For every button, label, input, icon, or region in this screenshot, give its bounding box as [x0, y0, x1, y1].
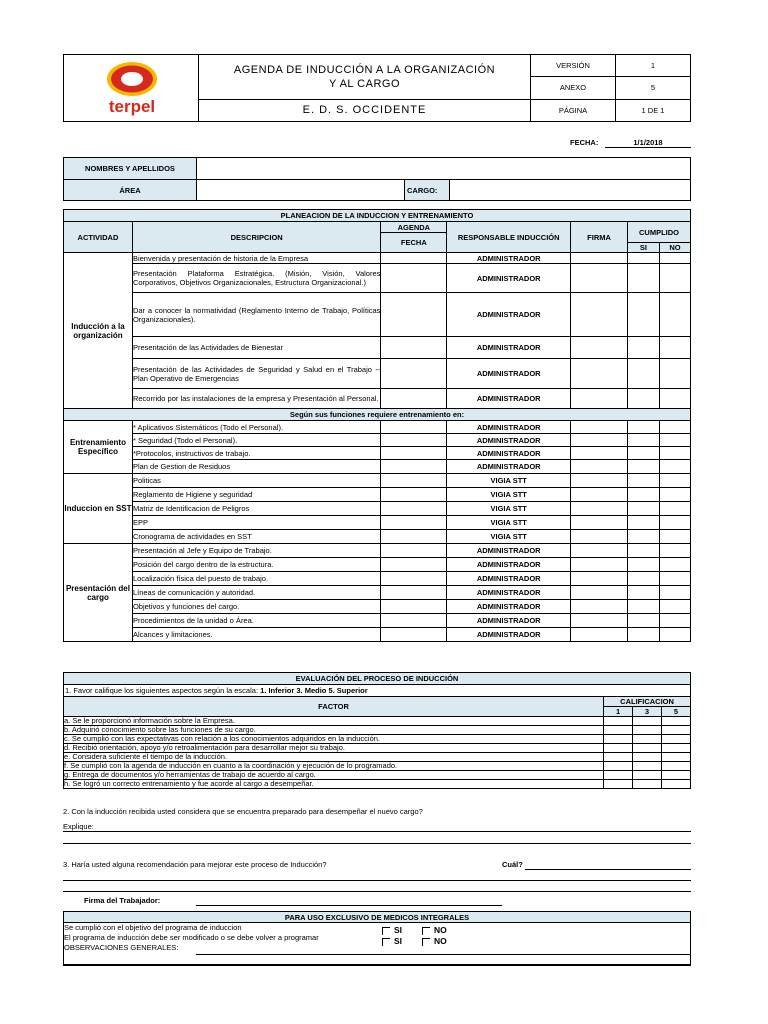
fecha-cell[interactable] [381, 460, 447, 474]
activity-row [64, 434, 691, 447]
no-cell[interactable] [659, 614, 690, 628]
si-cell[interactable] [628, 460, 660, 474]
si-cell[interactable] [628, 421, 660, 434]
factor-text: g. Entrega de documentos y/o herramientas de trabajo de acuerdo al cargo. [64, 771, 604, 780]
cargo-field[interactable] [450, 180, 691, 201]
activity-description: Recorrido por las instalaciones de la empresa y Presentación al Personal. [132, 389, 380, 409]
activity-row [64, 460, 691, 474]
question-2: 2. Con la inducción recibida usted considera que se encuentra preparado para desempeñar el nuevo cargo? [63, 807, 423, 816]
name-label: NOMBRES Y APELLIDOS [64, 158, 197, 180]
firma-cell[interactable] [571, 488, 628, 502]
activity-row [64, 264, 691, 293]
activity-row [64, 600, 691, 614]
col-no: NO [659, 243, 690, 253]
si-cell[interactable] [628, 516, 660, 530]
brand-name: terpel [108, 97, 156, 116]
firma-cell[interactable] [571, 264, 628, 293]
si-cell[interactable] [628, 488, 660, 502]
no-cell[interactable] [659, 586, 690, 600]
answer-line[interactable] [63, 891, 691, 892]
scale-prefix: 1. Favor califique los siguientes aspectos según la escala: [65, 686, 259, 695]
activity-description: Objetivos y funciones del cargo. [132, 600, 380, 614]
factor-text: a. Se le proporcionó información sobre la Empresa. [64, 717, 604, 726]
score-cell[interactable] [633, 726, 662, 735]
fecha-cell[interactable] [381, 516, 447, 530]
col-firma: FIRMA [571, 222, 628, 253]
activity-description: Líneas de comunicación y autoridad. [132, 586, 380, 600]
col-descripcion: DESCRIPCION [132, 222, 380, 253]
firma-cell[interactable] [571, 460, 628, 474]
answer-line[interactable] [63, 880, 691, 881]
firma-cell[interactable] [571, 293, 628, 337]
activity-description: Plan de Gestion de Residuos [132, 460, 380, 474]
responsable-cell: ADMINISTRADOR [447, 558, 571, 572]
col-cumplido: CUMPLIDO [628, 222, 691, 243]
factor-text: f. Se cumplió con la agenda de inducción en cuanto a la coordinación y ejecución de lo programado. [64, 762, 604, 771]
fecha-cell[interactable] [381, 614, 447, 628]
cargo-label: CARGO: [405, 180, 450, 201]
si-cell[interactable] [628, 558, 660, 572]
score-cell[interactable] [604, 744, 633, 753]
responsable-cell: ADMINISTRADOR [447, 628, 571, 642]
medicos-title: PARA USO EXCLUSIVO DE MEDICOS INTEGRALES [64, 912, 691, 923]
responsable-cell: VIGIA STT [447, 516, 571, 530]
medicos-line-1: Se cumplió con el objetivo del programa de induccion [64, 923, 242, 932]
no-cell[interactable] [659, 628, 690, 642]
si-cell[interactable] [628, 253, 660, 264]
section-note: Según sus funciones requiere entrenamiento en: [64, 409, 691, 421]
si-cell[interactable] [628, 614, 660, 628]
fecha-cell[interactable] [381, 530, 447, 544]
si-cell[interactable] [628, 434, 660, 447]
answer-line[interactable] [63, 831, 691, 832]
identification-table [63, 157, 691, 201]
activity-row [64, 586, 691, 600]
responsable-cell: ADMINISTRADOR [447, 572, 571, 586]
score-cell[interactable] [662, 726, 691, 735]
responsable-cell: ADMINISTRADOR [447, 434, 571, 447]
activity-description: * Aplicativos Sistemáticos (Todo el Personal). [132, 421, 380, 434]
activity-row [64, 558, 691, 572]
area-label: ÁREA [64, 180, 197, 201]
score-cell[interactable] [604, 780, 633, 789]
cual-line[interactable] [525, 869, 691, 870]
form-subtitle: E. D. S. OCCIDENTE [199, 99, 531, 121]
si-cell[interactable] [628, 628, 660, 642]
score-cell[interactable] [662, 744, 691, 753]
activity-group: Presentación del cargo [64, 544, 133, 642]
firma-cell[interactable] [571, 544, 628, 558]
fecha-cell[interactable] [381, 488, 447, 502]
score-cell[interactable] [633, 753, 662, 762]
checkbox-icon[interactable] [382, 938, 390, 946]
si-cell[interactable] [628, 447, 660, 460]
firma-cell[interactable] [571, 337, 628, 359]
evaluation-scale [64, 685, 691, 697]
score-cell[interactable] [662, 717, 691, 726]
fecha-underline [605, 147, 691, 148]
no-cell[interactable] [659, 434, 690, 447]
firma-trabajador-line[interactable] [196, 905, 502, 906]
no-cell[interactable] [659, 253, 690, 264]
si-cell[interactable] [628, 544, 660, 558]
si-cell[interactable] [628, 586, 660, 600]
activity-row [64, 389, 691, 409]
score-cell[interactable] [662, 762, 691, 771]
fecha-cell[interactable] [381, 293, 447, 337]
col-si: SI [628, 243, 660, 253]
medicos-table [63, 911, 691, 966]
col-calificacion: CALIFICACION [604, 697, 691, 707]
responsable-cell: ADMINISTRADOR [447, 389, 571, 409]
activity-description: Dar a conocer la normatividad (Reglamento Interno de Trabajo, Políticas Organizacionales). [132, 293, 380, 337]
fecha-cell[interactable] [381, 434, 447, 447]
responsable-cell: ADMINISTRADOR [447, 544, 571, 558]
firma-cell[interactable] [571, 516, 628, 530]
activity-group: Induccion en SST [64, 474, 133, 544]
score-header: 5 [662, 707, 691, 717]
responsable-cell: ADMINISTRADOR [447, 447, 571, 460]
score-header: 1 [604, 707, 633, 717]
activity-row [64, 572, 691, 586]
fecha-cell[interactable] [381, 389, 447, 409]
activity-description: Procedimientos de la unidad o Área. [132, 614, 380, 628]
observaciones-line[interactable] [64, 964, 690, 965]
activity-row [64, 488, 691, 502]
activity-description: Reglamento de Higiene y seguridad [132, 488, 380, 502]
no-cell[interactable] [659, 359, 690, 389]
activity-description: Alcances y limitaciones. [132, 628, 380, 642]
answer-line[interactable] [63, 843, 691, 844]
activity-group: Entrenamiento Específico [64, 421, 133, 474]
terpel-logo-icon [102, 59, 162, 99]
si-cell[interactable] [628, 474, 660, 488]
planning-table [63, 209, 691, 642]
fecha-cell[interactable] [381, 253, 447, 264]
responsable-cell: ADMINISTRADOR [447, 614, 571, 628]
no-cell[interactable] [659, 572, 690, 586]
no-cell[interactable] [659, 488, 690, 502]
no-cell[interactable] [659, 544, 690, 558]
no-cell[interactable] [659, 460, 690, 474]
meta-value: 5 [616, 77, 691, 99]
score-cell[interactable] [604, 753, 633, 762]
medicos-line-2: El programa de inducción debe ser modificado o se debe volver a programar [64, 933, 319, 942]
score-cell[interactable] [604, 771, 633, 780]
no-cell[interactable] [659, 502, 690, 516]
col-factor: FACTOR [64, 697, 604, 717]
score-cell[interactable] [633, 735, 662, 744]
meta-value: 1 [616, 55, 691, 77]
activity-row [64, 614, 691, 628]
activity-description: Matriz de Identificacion de Peligros [132, 502, 380, 516]
factor-text: e. Considera suficiente el tiempo de la inducción. [64, 753, 604, 762]
fecha-cell[interactable] [381, 628, 447, 642]
area-field[interactable] [197, 180, 405, 201]
no-cell[interactable] [659, 530, 690, 544]
score-cell[interactable] [662, 735, 691, 744]
no-cell[interactable] [659, 447, 690, 460]
si-cell[interactable] [628, 293, 660, 337]
col-agenda: AGENDA [381, 222, 447, 233]
firma-cell[interactable] [571, 434, 628, 447]
no-cell[interactable] [659, 264, 690, 293]
fecha-cell[interactable] [381, 544, 447, 558]
no-cell[interactable] [659, 389, 690, 409]
activity-row [64, 293, 691, 337]
activity-description: Presentación de las Actividades de Bienestar [132, 337, 380, 359]
firma-cell[interactable] [571, 586, 628, 600]
question-3: 3. Haría usted alguna recomendación para mejorar este proceso de Inducción? [63, 860, 327, 869]
si-cell[interactable] [628, 389, 660, 409]
checkbox-icon[interactable] [382, 927, 390, 935]
score-cell[interactable] [633, 762, 662, 771]
fecha-cell[interactable] [381, 359, 447, 389]
col-responsable: RESPONSABLE INDUCCIÓN [447, 222, 571, 253]
factor-row [64, 780, 691, 789]
no-cell[interactable] [659, 293, 690, 337]
score-cell[interactable] [604, 762, 633, 771]
activity-row [64, 502, 691, 516]
firma-trabajador-label: Firma del Trabajador: [84, 896, 161, 905]
scale-values: 1. Inferior 3. Medio 5. Superior [260, 686, 368, 695]
no-cell[interactable] [659, 337, 690, 359]
score-cell[interactable] [633, 717, 662, 726]
activity-row [64, 337, 691, 359]
terpel-logo [64, 55, 198, 121]
responsable-cell: ADMINISTRADOR [447, 460, 571, 474]
score-cell[interactable] [604, 717, 633, 726]
firma-cell[interactable] [571, 628, 628, 642]
no-cell[interactable] [659, 421, 690, 434]
score-cell[interactable] [633, 780, 662, 789]
header-table [63, 54, 691, 122]
medicos-line-3: OBSERVACIONES GENERALES: [64, 943, 179, 952]
form-title: AGENDA DE INDUCCIÓN A LA ORGANIZACIÓN Y AL CARGO [199, 55, 531, 100]
fecha-cell[interactable] [381, 600, 447, 614]
si-cell[interactable] [628, 359, 660, 389]
fecha-cell[interactable] [381, 572, 447, 586]
fecha-cell[interactable] [381, 474, 447, 488]
no-cell[interactable] [659, 474, 690, 488]
activity-row [64, 421, 691, 434]
activity-description: Presentación Plataforma Estratégica. (Misión, Visión, Valores Corporativos, Objetivos Organizacionales, Estructura Organizacional.) [132, 264, 380, 293]
responsable-cell: ADMINISTRADOR [447, 293, 571, 337]
activity-description: * Seguridad (Todo el Personal). [132, 434, 380, 447]
score-cell[interactable] [633, 744, 662, 753]
responsable-cell: ADMINISTRADOR [447, 337, 571, 359]
firma-cell[interactable] [571, 359, 628, 389]
si-cell[interactable] [628, 264, 660, 293]
activity-group: Inducción a la organización [64, 253, 133, 409]
responsable-cell: ADMINISTRADOR [447, 359, 571, 389]
fecha-label: FECHA: [570, 138, 599, 147]
si-cell[interactable] [628, 600, 660, 614]
factor-text: b. Adquirió conocimiento sobre las funciones de su cargo. [64, 726, 604, 735]
checkbox-icon[interactable] [422, 927, 430, 935]
activity-description: *Protocolos, instructivos de trabajo. [132, 447, 380, 460]
activity-row [64, 474, 691, 488]
no-option[interactable]: NO [422, 936, 447, 946]
activity-description: Cronograma de actividades en SST [132, 530, 380, 544]
si-cell[interactable] [628, 572, 660, 586]
score-cell[interactable] [662, 780, 691, 789]
firma-cell[interactable] [571, 600, 628, 614]
fecha-cell[interactable] [381, 337, 447, 359]
firma-cell[interactable] [571, 502, 628, 516]
responsable-cell: VIGIA STT [447, 474, 571, 488]
si-cell[interactable] [628, 530, 660, 544]
meta-label: VERSIÓN [531, 55, 616, 77]
no-option[interactable]: NO [422, 925, 447, 935]
factor-text: c. Se cumplió con las expectativas con relación a los conocimientos adquiridos en la inducción. [64, 735, 604, 744]
si-option[interactable]: SI [382, 925, 402, 935]
activity-row [64, 359, 691, 389]
fecha-cell[interactable] [381, 447, 447, 460]
checkbox-icon[interactable] [422, 938, 430, 946]
firma-cell[interactable] [571, 474, 628, 488]
score-cell[interactable] [604, 726, 633, 735]
activity-description: EPP [132, 516, 380, 530]
fecha-cell[interactable] [381, 558, 447, 572]
firma-cell[interactable] [571, 558, 628, 572]
col-fecha: FECHA [381, 233, 447, 253]
activity-row [64, 544, 691, 558]
firma-cell[interactable] [571, 421, 628, 434]
activity-description: Localización física del puesto de trabajo. [132, 572, 380, 586]
firma-cell[interactable] [571, 447, 628, 460]
responsable-cell: ADMINISTRADOR [447, 264, 571, 293]
observaciones-line[interactable] [196, 954, 690, 955]
fecha-value[interactable]: 1/1/2018 [633, 138, 663, 147]
planning-title: PLANEACION DE LA INDUCCION Y ENTRENAMIENTO [64, 210, 691, 222]
responsable-cell: VIGIA STT [447, 502, 571, 516]
si-option[interactable]: SI [382, 936, 402, 946]
explique-label: Explique: [63, 822, 94, 831]
col-actividad: ACTIVIDAD [64, 222, 133, 253]
si-cell[interactable] [628, 337, 660, 359]
fecha-cell[interactable] [381, 502, 447, 516]
activity-row [64, 516, 691, 530]
no-cell[interactable] [659, 600, 690, 614]
responsable-cell: ADMINISTRADOR [447, 421, 571, 434]
firma-cell[interactable] [571, 389, 628, 409]
score-header: 3 [633, 707, 662, 717]
logo-cell [64, 55, 199, 122]
responsable-cell: VIGIA STT [447, 488, 571, 502]
activity-row [64, 628, 691, 642]
fecha-cell[interactable] [381, 264, 447, 293]
activity-row [64, 530, 691, 544]
firma-cell[interactable] [571, 614, 628, 628]
activity-description: Bienvenida y presentación de historia de la Empresa [132, 253, 380, 264]
activity-description: Posición del cargo dentro de la estructura. [132, 558, 380, 572]
responsable-cell: ADMINISTRADOR [447, 600, 571, 614]
firma-cell[interactable] [571, 572, 628, 586]
responsable-cell: ADMINISTRADOR [447, 253, 571, 264]
meta-value: 1 DE 1 [616, 99, 691, 121]
firma-cell[interactable] [571, 530, 628, 544]
responsable-cell: VIGIA STT [447, 530, 571, 544]
no-cell[interactable] [659, 516, 690, 530]
fecha-cell[interactable] [381, 421, 447, 434]
score-cell[interactable] [662, 771, 691, 780]
score-cell[interactable] [604, 735, 633, 744]
activity-row [64, 253, 691, 264]
evaluation-title: EVALUACIÓN DEL PROCESO DE INDUCCIÓN [64, 673, 691, 685]
meta-label: PÁGINA [531, 99, 616, 121]
factor-text: h. Se logró un correcto entrenamiento y fue acorde al cargo a desempeñar. [64, 780, 604, 789]
activity-description: Presentación de las Actividades de Seguridad y Salud en el Trabajo -- Plan Operativo de Emergencias [132, 359, 380, 389]
firma-cell[interactable] [571, 253, 628, 264]
activity-description: Presentación al Jefe y Equipo de Trabajo. [132, 544, 380, 558]
evaluation-table [63, 672, 691, 789]
score-cell[interactable] [633, 771, 662, 780]
responsable-cell: ADMINISTRADOR [447, 586, 571, 600]
si-cell[interactable] [628, 502, 660, 516]
score-cell[interactable] [662, 753, 691, 762]
fecha-cell[interactable] [381, 586, 447, 600]
activity-description: Politicas [132, 474, 380, 488]
name-field[interactable] [197, 158, 691, 180]
meta-label: ANEXO [531, 77, 616, 99]
activity-row [64, 447, 691, 460]
medicos-body [64, 923, 691, 966]
cual-label: Cuál? [502, 860, 523, 869]
no-cell[interactable] [659, 558, 690, 572]
factor-text: d. Recibió orientación, apoyo y/o retroalimentación para desarrollar mejor su trabajo. [64, 744, 604, 753]
